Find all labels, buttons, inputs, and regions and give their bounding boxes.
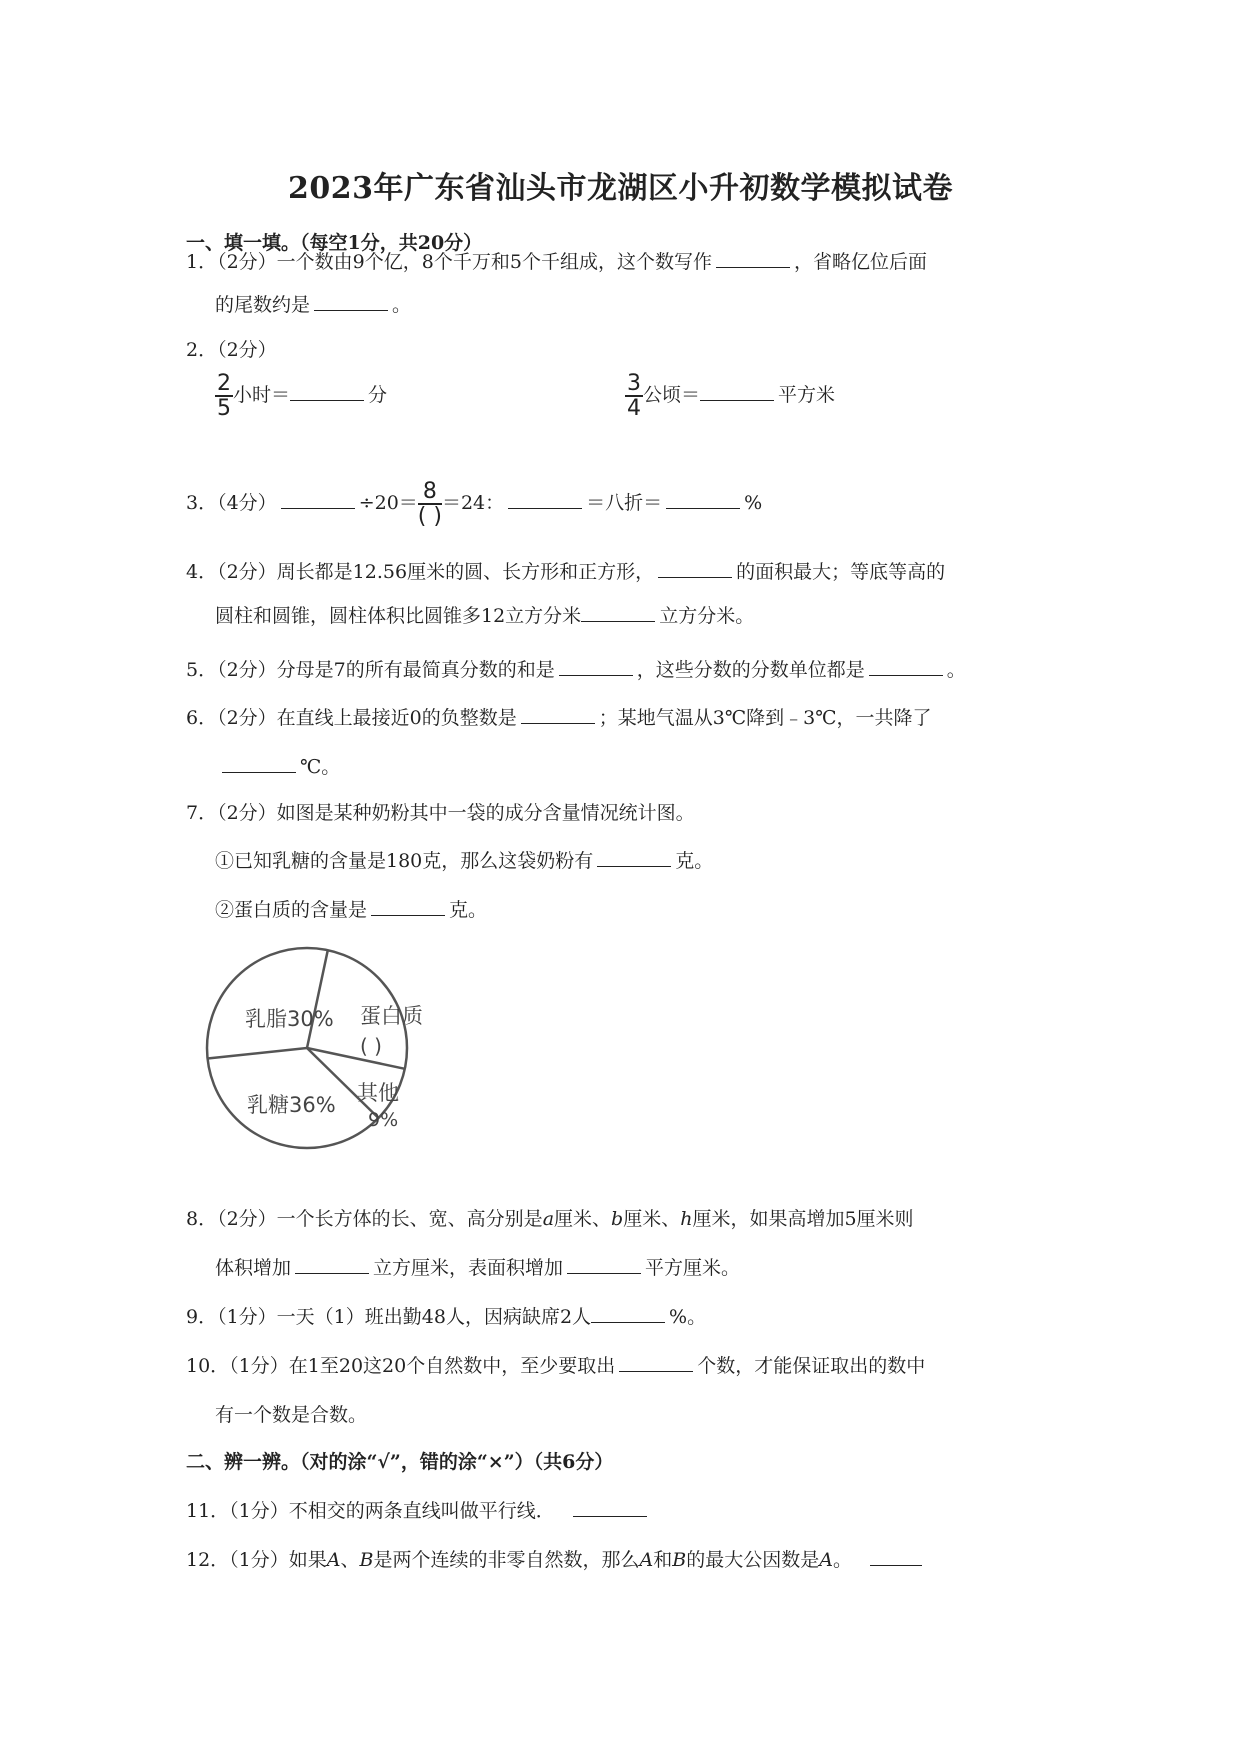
q1-text-c: 的尾数约是	[215, 294, 311, 316]
q1-blank-1[interactable]	[716, 249, 790, 268]
pie-slice-boundary-其他	[307, 1048, 405, 1069]
q12-var-b1: B	[359, 1549, 374, 1571]
q1-text-d: 。	[392, 294, 412, 316]
question-10	[186, 1351, 925, 1378]
q2-blank-2[interactable]	[700, 382, 774, 401]
q8-blank-2[interactable]	[567, 1255, 641, 1274]
q8-text-t1: 厘米、	[554, 1208, 612, 1230]
q2-fraction-2	[625, 372, 643, 420]
q3-text-b: ＝24：	[441, 492, 505, 514]
q5-blank-2[interactable]	[869, 657, 943, 676]
q3-head: 3．（4分）	[186, 492, 277, 514]
q4-text-d: 立方分米。	[659, 605, 755, 627]
q7-sub-1	[215, 846, 713, 873]
q7-c2: 克。	[449, 899, 488, 921]
q5-blank-1[interactable]	[559, 657, 633, 676]
q9-blank-1[interactable]	[591, 1304, 665, 1323]
pie-label-milkfat: 乳脂30%	[245, 1007, 334, 1031]
q8-text-c: 体积增加	[215, 1257, 292, 1279]
q8-text-a: 8．（2分）一个长方体的长、宽、高分别是	[186, 1208, 543, 1230]
q3-denominator[interactable]: ( )	[417, 504, 442, 529]
q7-sub-2	[215, 895, 487, 922]
q2-f2-unit: 公顷＝	[643, 384, 701, 406]
q6-text-a: 6．（2分）在直线上最接近0的负整数是	[186, 707, 517, 729]
q4-text-b: 的面积最大；等底等高的	[736, 561, 946, 583]
section-1-heading: 一、填一填。（每空1分，共20分）	[186, 232, 483, 254]
q3-blank-3[interactable]	[666, 490, 740, 509]
q3-blank-2[interactable]	[508, 490, 582, 509]
q8-text-e: 平方厘米。	[645, 1257, 741, 1279]
q2-f1-tail: 分	[368, 384, 388, 406]
pie-label-protein: 蛋白质	[360, 1004, 423, 1028]
q4-text-c: 圆柱和圆锥，圆柱体积比圆锥多12立方分米	[215, 605, 582, 627]
q6-blank-2[interactable]	[222, 754, 296, 773]
question-1	[186, 247, 927, 274]
q7-c1: ②蛋白质的含量是	[215, 899, 368, 921]
q9-text-a: 9．（1分）一天（1）班出勤48人，因病缺席2人	[186, 1306, 592, 1328]
q8-text-t2: 厘米、	[623, 1208, 681, 1230]
q4-blank-2[interactable]	[581, 603, 655, 622]
q2-f2-tail: 平方米	[778, 384, 836, 406]
question-12	[186, 1545, 926, 1572]
q11-blank[interactable]	[573, 1498, 647, 1517]
q2-f2-numerator: 3	[627, 371, 641, 396]
question-8	[186, 1204, 914, 1231]
q2-item-2	[625, 372, 835, 420]
q5-text-a: 5．（2分）分母是7的所有最简真分数的和是	[186, 659, 555, 681]
q12-text-s2: 是两个连续的非零自然数，那么	[373, 1549, 640, 1571]
q5-text-b: ，这些分数的分数单位都是	[636, 659, 865, 681]
q11-text-a: 11．（1分）不相交的两条直线叫做平行线．	[186, 1500, 555, 1522]
q1-blank-2[interactable]	[314, 292, 388, 311]
q12-text-s5: 。	[832, 1549, 852, 1571]
q12-blank[interactable]	[870, 1547, 922, 1566]
q3-numerator: 8	[418, 480, 442, 505]
q4-text-a: 4．（2分）周长都是12.56厘米的圆、长方形和正方形，	[186, 561, 655, 583]
question-4	[186, 557, 945, 584]
question-6-cont	[222, 752, 340, 779]
q2-f1-denominator: 5	[217, 396, 231, 421]
pie-label-other-pct: 9%	[368, 1109, 399, 1131]
q2-f1-unit: 小时＝	[233, 384, 291, 406]
section-2-heading: 二、辨一辨。（对的涂“√”，错的涂“×”）（共6分）	[186, 1451, 614, 1473]
q9-text-b: %。	[669, 1306, 707, 1328]
pie-label-lactose: 乳糖36%	[247, 1093, 336, 1117]
q8-var-h: h	[680, 1208, 693, 1230]
q6-text-b: ；某地气温从3℃降到﹣3℃，一共降了	[598, 707, 932, 729]
q12-text-a: 12．（1分）如果	[186, 1549, 327, 1571]
q8-var-b: b	[611, 1208, 624, 1230]
q5-text-c: 。	[946, 659, 966, 681]
q2-item-1	[215, 372, 387, 420]
q12-text-s3: 和	[653, 1549, 673, 1571]
q8-text-d: 立方厘米，表面积增加	[373, 1257, 564, 1279]
q7-blank-2[interactable]	[371, 897, 445, 916]
pie-slice-boundary-乳脂	[208, 1048, 307, 1058]
q12-sep-1: 、	[340, 1549, 360, 1571]
page-title: 2023年广东省汕头市龙湖区小升初数学模拟试卷	[288, 171, 953, 206]
q12-text-s4: 的最大公因数是	[686, 1549, 820, 1571]
question-7: 7．（2分）如图是某种奶粉其中一袋的成分含量情况统计图。	[186, 802, 695, 824]
q2-f1-numerator: 2	[217, 371, 231, 396]
q10-text-b: 个数，才能保证取出的数中	[697, 1355, 926, 1377]
q2-f2-denominator: 4	[627, 396, 641, 421]
question-10-cont: 有一个数是合数。	[215, 1404, 368, 1426]
q2-fraction-1	[215, 372, 233, 420]
pie-slice-boundary-蛋白质	[307, 950, 328, 1048]
question-5	[186, 655, 966, 682]
question-4-cont	[215, 601, 754, 628]
q3-fraction	[418, 480, 442, 528]
q10-text-a: 10．（1分）在1至20这20个自然数中，至少要取出	[186, 1355, 616, 1377]
q3-text-c: ＝八折＝	[586, 492, 663, 514]
question-9	[186, 1302, 706, 1329]
question-3	[186, 480, 762, 528]
q1-text-a: 1．（2分）一个数由9个亿，8个千万和5个千组成，这个数写作	[186, 251, 712, 273]
q12-var-a2: A	[639, 1549, 654, 1571]
q1-text-b: ，省略亿位后面	[793, 251, 927, 273]
q3-blank-1[interactable]	[281, 490, 355, 509]
q7-b1: ①已知乳糖的含量是180克，那么这袋奶粉有	[215, 850, 594, 872]
q3-text-a: ÷20＝	[358, 492, 418, 514]
q2-blank-1[interactable]	[290, 382, 364, 401]
q12-var-b2: B	[672, 1549, 687, 1571]
q3-text-d: %	[744, 492, 763, 514]
q8-var-a: a	[542, 1208, 555, 1230]
question-1-cont	[215, 290, 411, 317]
q8-blank-1[interactable]	[295, 1255, 369, 1274]
q6-blank-1[interactable]	[521, 705, 595, 724]
q8-text-t3: 厘米，如果高增加5厘米则	[692, 1208, 914, 1230]
q4-blank-1[interactable]	[658, 559, 732, 578]
question-11	[186, 1496, 651, 1523]
question-2: 2．（2分）	[186, 339, 277, 361]
q7-blank-1[interactable]	[597, 848, 671, 867]
q12-var-a1: A	[326, 1549, 341, 1571]
q12-var-a3: A	[819, 1549, 833, 1571]
q10-blank-1[interactable]	[619, 1353, 693, 1372]
q7-b2: 克。	[675, 850, 714, 872]
pie-chart	[205, 945, 455, 1180]
pie-label-other: 其他	[357, 1081, 399, 1105]
q6-text-c: ℃。	[300, 756, 341, 778]
question-8-cont	[215, 1253, 740, 1280]
question-6	[186, 703, 931, 730]
pie-label-protein-blank: ( )	[360, 1034, 382, 1058]
